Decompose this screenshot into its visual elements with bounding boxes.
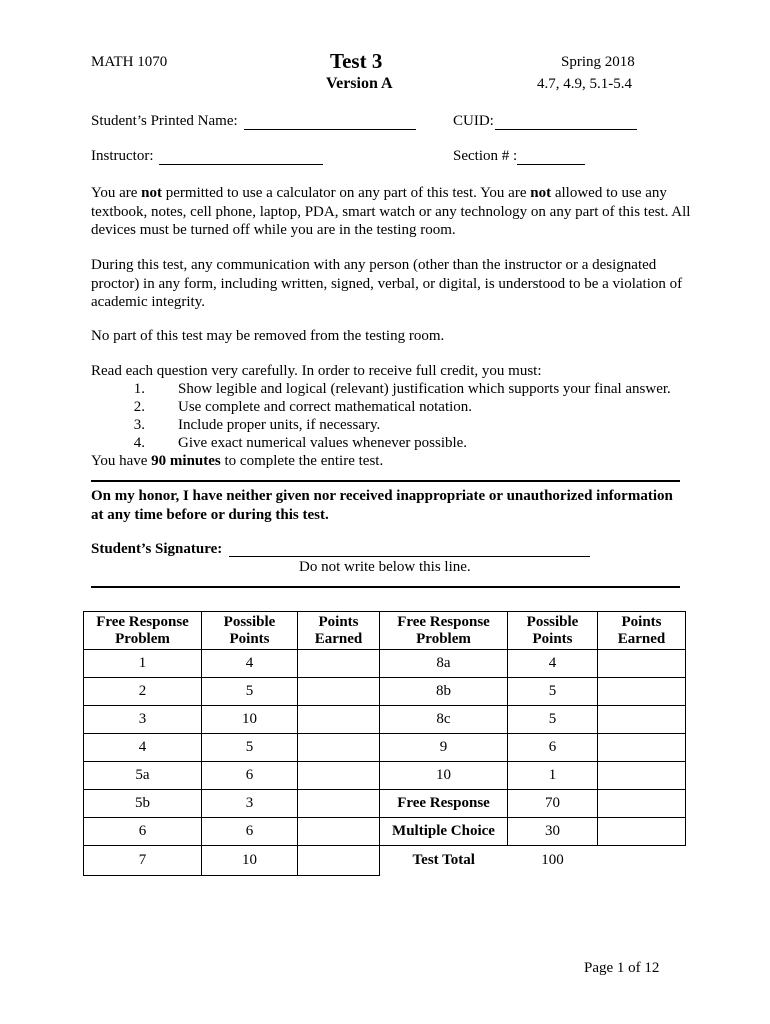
list-item: 1. Show legible and logical (relevant) justification which supports your final answer. bbox=[133, 381, 671, 397]
points-cell: 5 bbox=[508, 678, 598, 706]
points-cell: 5 bbox=[202, 678, 298, 706]
section-field[interactable] bbox=[517, 164, 585, 165]
do-not-write-note: Do not write below this line. bbox=[299, 559, 471, 575]
earned-cell[interactable] bbox=[298, 706, 380, 734]
problem-cell: 9 bbox=[380, 734, 508, 762]
earned-cell[interactable] bbox=[298, 678, 380, 706]
divider bbox=[91, 586, 680, 588]
problem-cell: 5b bbox=[84, 790, 202, 818]
earned-cell[interactable] bbox=[298, 790, 380, 818]
problem-cell: 3 bbox=[84, 706, 202, 734]
instructions-list bbox=[91, 380, 671, 452]
problem-cell: 8c bbox=[380, 706, 508, 734]
table-row bbox=[84, 762, 686, 790]
problem-cell: 1 bbox=[84, 650, 202, 678]
table-row bbox=[84, 790, 686, 818]
problem-cell: 7 bbox=[84, 846, 202, 876]
time-limit: You have 90 minutes to complete the entire test. bbox=[91, 453, 384, 469]
cuid-field[interactable] bbox=[495, 129, 637, 130]
header-possible: Possible Points bbox=[202, 612, 298, 650]
problem-cell: 8b bbox=[380, 678, 508, 706]
points-cell: 10 bbox=[202, 846, 298, 876]
earned-cell[interactable] bbox=[598, 790, 686, 818]
table-row bbox=[84, 818, 686, 846]
divider bbox=[91, 480, 680, 482]
problem-cell: 2 bbox=[84, 678, 202, 706]
earned-cell[interactable] bbox=[598, 762, 686, 790]
summary-points: 30 bbox=[508, 818, 598, 846]
earned-cell[interactable] bbox=[298, 762, 380, 790]
problem-cell: 8a bbox=[380, 650, 508, 678]
header-possible: Possible Points bbox=[508, 612, 598, 650]
table-row bbox=[84, 734, 686, 762]
earned-cell[interactable] bbox=[298, 734, 380, 762]
table-row bbox=[84, 706, 686, 734]
table-header-row bbox=[84, 612, 686, 650]
honor-statement: On my honor, I have neither given nor received inappropriate or unauthorized information at any time before or during this test. bbox=[91, 488, 673, 523]
summary-points: 70 bbox=[508, 790, 598, 818]
points-cell: 6 bbox=[202, 818, 298, 846]
earned-cell[interactable] bbox=[598, 734, 686, 762]
signature-field[interactable] bbox=[229, 556, 590, 557]
points-cell: 6 bbox=[508, 734, 598, 762]
cuid-label: CUID: bbox=[453, 113, 494, 129]
page-number: Page 1 of 12 bbox=[584, 960, 660, 976]
table-row bbox=[84, 678, 686, 706]
sections-covered: 4.7, 4.9, 5.1-5.4 bbox=[537, 76, 632, 92]
list-item: 3. Include proper units, if necessary. bbox=[133, 417, 381, 433]
removal-rule: No part of this test may be removed from the testing room. bbox=[91, 328, 445, 344]
summary-label: Multiple Choice bbox=[380, 818, 508, 846]
term: Spring 2018 bbox=[561, 54, 635, 70]
section-label: Section # : bbox=[453, 148, 518, 164]
earned-cell[interactable] bbox=[598, 678, 686, 706]
points-cell: 10 bbox=[202, 706, 298, 734]
header-problem: Free Response Problem bbox=[84, 612, 202, 650]
test-title: Test 3 bbox=[330, 49, 383, 73]
summary-label: Free Response bbox=[380, 790, 508, 818]
empty-cell bbox=[598, 846, 686, 876]
calculator-rule: You are not permitted to use a calculator on any part of this test. You are not allowed to use any textbook, notes, cell phone, laptop, PDA, smart watch or any technology on any part of this test. All devices must be turned off while you are in the testing room. bbox=[91, 185, 691, 238]
summary-points: 100 bbox=[541, 852, 564, 869]
instructor-label: Instructor: bbox=[91, 148, 154, 164]
header-earned: Points Earned bbox=[598, 612, 686, 650]
earned-cell[interactable] bbox=[298, 846, 380, 876]
earned-cell[interactable] bbox=[598, 650, 686, 678]
points-cell: 5 bbox=[202, 734, 298, 762]
points-cell: 6 bbox=[202, 762, 298, 790]
problem-cell: 6 bbox=[84, 818, 202, 846]
earned-cell[interactable] bbox=[598, 706, 686, 734]
points-cell: 1 bbox=[508, 762, 598, 790]
header-problem: Free Response Problem bbox=[380, 612, 508, 650]
header-earned: Points Earned bbox=[298, 612, 380, 650]
earned-cell[interactable] bbox=[298, 818, 380, 846]
problem-cell: 4 bbox=[84, 734, 202, 762]
score-table bbox=[83, 611, 686, 876]
test-version: Version A bbox=[326, 75, 393, 92]
list-item: 4. Give exact numerical values whenever possible. bbox=[133, 435, 468, 451]
problem-cell: 5a bbox=[84, 762, 202, 790]
instructions-intro: Read each question very carefully. In order to receive full credit, you must: bbox=[91, 363, 542, 379]
list-item: 2. Use complete and correct mathematical notation. bbox=[133, 399, 473, 415]
points-cell: 3 bbox=[202, 790, 298, 818]
points-cell: 4 bbox=[508, 650, 598, 678]
points-cell: 5 bbox=[508, 706, 598, 734]
student-name-label: Student’s Printed Name: bbox=[91, 113, 238, 129]
earned-cell[interactable] bbox=[298, 650, 380, 678]
course-code: MATH 1070 bbox=[91, 54, 168, 70]
student-name-field[interactable] bbox=[244, 129, 416, 130]
points-cell: 4 bbox=[202, 650, 298, 678]
table-row bbox=[84, 846, 686, 876]
summary-label: Test Total bbox=[380, 846, 508, 876]
table-row bbox=[84, 650, 686, 678]
integrity-rule: During this test, any communication with any person (other than the instructor or a designated proctor) in any form, including written, signed, verbal, or digital, is understood to be a violation of academic integrity. bbox=[91, 257, 683, 310]
instructor-field[interactable] bbox=[159, 164, 323, 165]
earned-cell[interactable] bbox=[598, 818, 686, 846]
signature-label: Student’s Signature: bbox=[91, 541, 223, 557]
problem-cell: 10 bbox=[380, 762, 508, 790]
